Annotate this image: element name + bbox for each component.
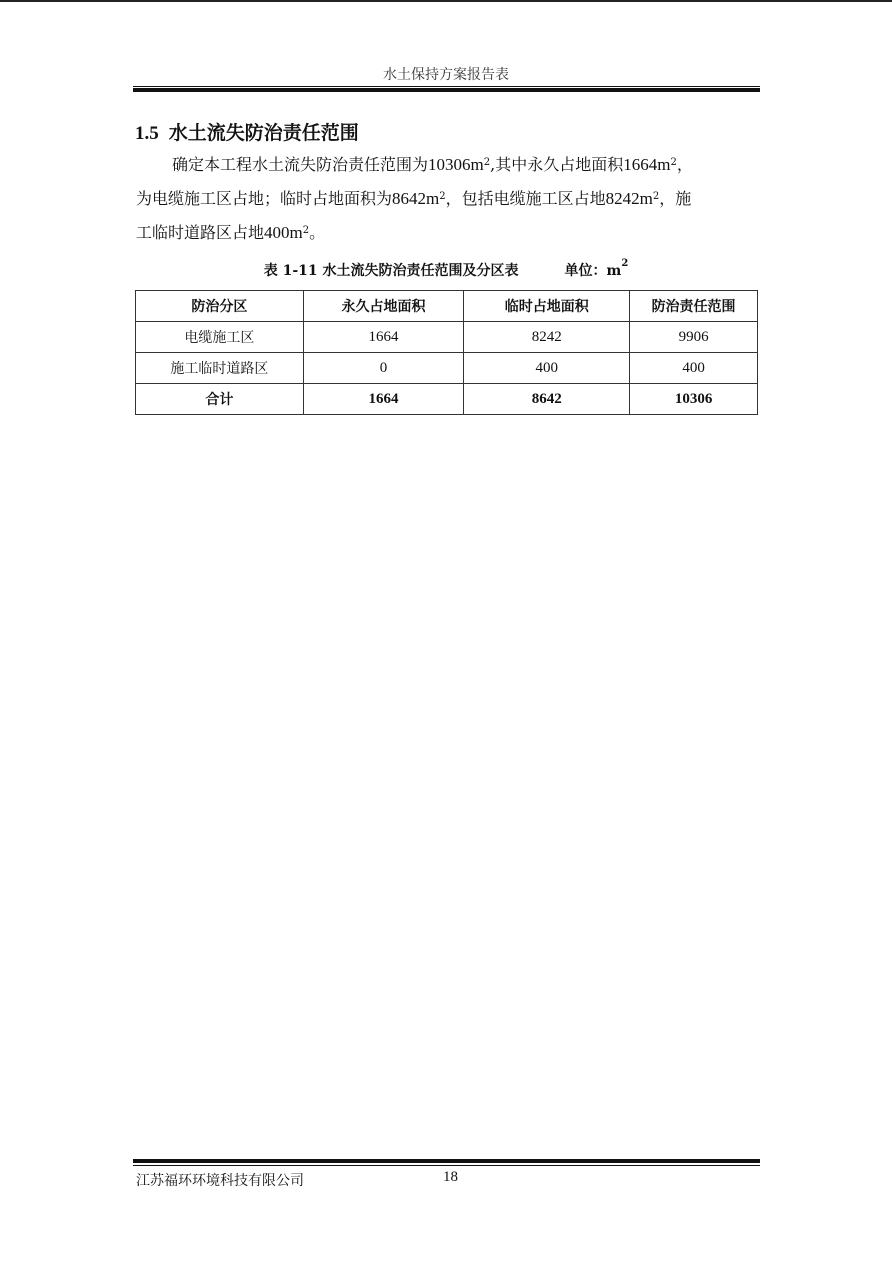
text-segment: 。	[309, 223, 326, 242]
superscript: 2	[652, 191, 660, 202]
superscript: 2	[439, 191, 446, 202]
footer-rule-thin	[133, 1165, 760, 1166]
page-number: 18	[443, 1169, 458, 1185]
temporary-area-value: 8642m	[392, 189, 440, 208]
footer-rule-thick	[133, 1159, 760, 1163]
page-top-border	[0, 0, 892, 2]
table-cell: 9906	[630, 322, 758, 353]
table-header-cell: 永久占地面积	[303, 291, 464, 322]
table-cell: 1664	[303, 384, 464, 415]
table-cell: 10306	[630, 384, 758, 415]
header-rule-thick	[133, 88, 760, 92]
total-area-value: 10306m	[428, 155, 484, 174]
text-segment: 确定本工程水土流失防治责任范围为	[172, 155, 429, 174]
table-row	[136, 353, 758, 384]
section-number: 1.5	[135, 123, 159, 144]
table-cell: 0	[303, 353, 464, 384]
section-title: 水土流失防治责任范围	[168, 122, 359, 144]
text-segment: ,其中永久占地面积	[490, 155, 624, 174]
table-caption	[0, 260, 892, 280]
text-segment: 为电缆施工区占地；临时占地面积为	[136, 189, 393, 208]
table-header-row	[136, 291, 758, 322]
table-cell: 合计	[136, 384, 304, 415]
table-header-cell: 临时占地面积	[464, 291, 630, 322]
section-heading	[135, 118, 359, 145]
table-row	[136, 322, 758, 353]
table-caption-unit	[564, 258, 629, 279]
road-area-value: 400m	[264, 223, 303, 242]
paragraph-line-3	[136, 216, 758, 250]
text-segment: ，包括电缆施工区占地	[445, 189, 606, 208]
superscript: 2	[302, 225, 310, 236]
superscript: 2	[621, 258, 629, 269]
responsibility-table	[135, 290, 758, 415]
paragraph-line-1	[136, 148, 758, 182]
table-total-row	[136, 384, 758, 415]
text-segment: ，施	[659, 189, 692, 208]
table-cell: 400	[464, 353, 630, 384]
body-paragraph	[136, 148, 758, 250]
table-cell: 1664	[303, 322, 464, 353]
footer-company: 江苏福环环境科技有限公司	[136, 1173, 304, 1189]
superscript: 2	[483, 157, 491, 168]
header-rule-thin	[133, 86, 760, 87]
table-cell: 施工临时道路区	[136, 353, 304, 384]
text-segment: ，	[676, 155, 693, 174]
paragraph-line-2	[136, 182, 758, 216]
table-cell: 400	[630, 353, 758, 384]
page-header-title: 水土保持方案报告表	[383, 67, 509, 83]
text-segment: 工临时道路区占地	[136, 223, 265, 242]
table-header-cell: 防治分区	[136, 291, 304, 322]
table-header-cell: 防治责任范围	[630, 291, 758, 322]
unit-text: 单位：m	[564, 263, 622, 279]
permanent-area-value: 1664m	[623, 155, 671, 174]
cable-area-value: 8242m	[605, 189, 653, 208]
superscript: 2	[670, 157, 677, 168]
table-cell: 电缆施工区	[136, 322, 304, 353]
table-cell: 8242	[464, 322, 630, 353]
table-caption-title: 表 1-11 水土流失防治责任范围及分区表	[263, 263, 519, 279]
table-cell: 8642	[464, 384, 630, 415]
